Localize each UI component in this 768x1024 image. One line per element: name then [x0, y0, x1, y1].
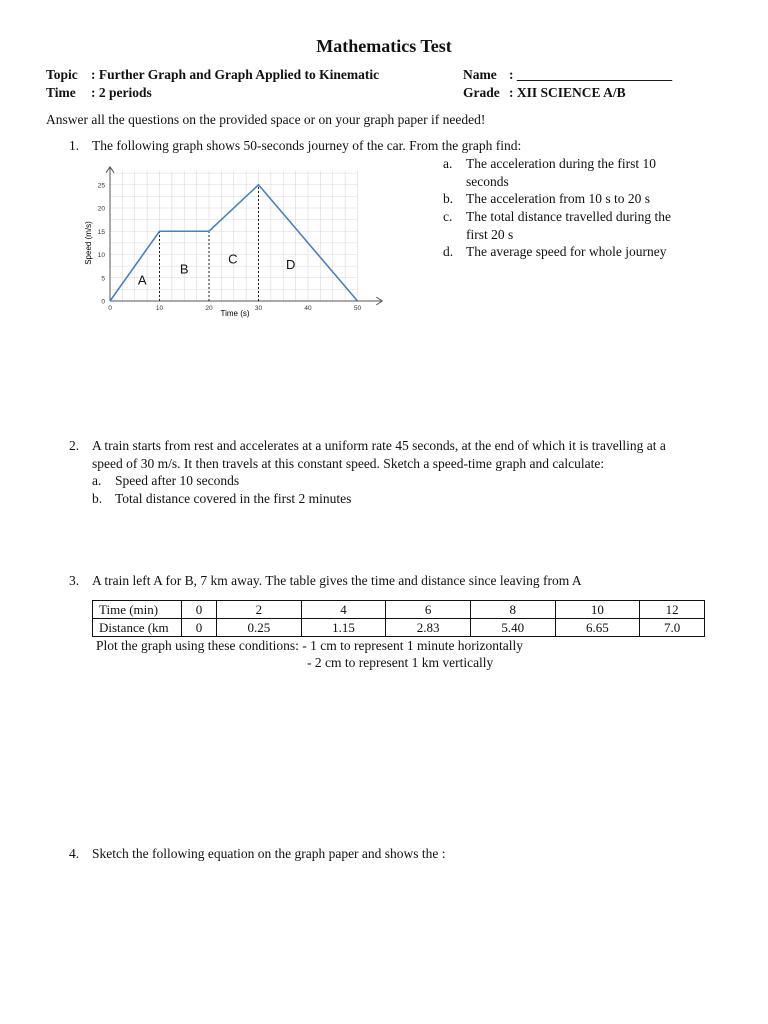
table-cell: 5.40	[470, 619, 555, 637]
table-cell: 2.83	[386, 619, 471, 637]
x-tick-label: 10	[155, 305, 164, 312]
table-row-header: Distance (km	[93, 619, 182, 637]
region-label: B	[179, 261, 189, 277]
topic-label: Topic	[46, 67, 78, 82]
table-cell: 0.25	[217, 619, 302, 637]
q1-item-text-cont: first 20 s	[466, 227, 514, 242]
name-label: Name	[463, 67, 497, 82]
table-cell: 8	[470, 601, 555, 619]
x-tick-label: 50	[353, 305, 362, 312]
topic-value: : Further Graph and Graph Applied to Kinematic	[91, 67, 380, 82]
table-row-header: Time (min)	[93, 601, 182, 619]
y-tick-label: 0	[101, 298, 105, 306]
x-tick-label: 0	[108, 305, 112, 312]
table-cell: 10	[555, 601, 640, 619]
q3-text: A train left A for B, 7 km away. The table gives the time and distance since leaving from A	[92, 573, 582, 588]
table-cell: 1.15	[301, 619, 386, 637]
q2-item-label: b.	[92, 491, 103, 506]
q2-number: 2.	[69, 438, 80, 453]
q4-number: 4.	[69, 846, 80, 861]
table-row	[93, 601, 705, 619]
table-cell: 2	[217, 601, 302, 619]
y-tick-label: 10	[97, 252, 105, 259]
q1-item-text: The acceleration from 10 s to 20 s	[466, 191, 651, 206]
q3-number: 3.	[69, 573, 80, 588]
q2-text-line1: A train starts from rest and accelerates at a uniform rate 45 seconds, at the end of which it is travelling at a	[92, 438, 666, 453]
q2-item-label: a.	[92, 473, 102, 488]
q1-item-label: c.	[443, 209, 453, 224]
chart-axes	[106, 167, 382, 305]
x-tick-label: 30	[254, 305, 263, 312]
chart-ticks	[98, 182, 362, 312]
q1-item-label: d.	[443, 244, 454, 259]
name-value: : _______________________	[509, 67, 673, 82]
q1-number: 1.	[69, 138, 80, 153]
region-label: A	[137, 272, 147, 288]
table-cell: 6	[386, 601, 471, 619]
region-label: C	[228, 251, 238, 267]
chart-x-label: Time (s)	[220, 309, 250, 318]
table-cell: 0	[182, 601, 217, 619]
q1-text: The following graph shows 50-seconds journey of the car. From the graph find:	[92, 138, 522, 153]
table-cell: 4	[301, 601, 386, 619]
table-row	[93, 619, 705, 637]
q2-item-text: Speed after 10 seconds	[115, 473, 240, 488]
x-tick-label: 40	[304, 305, 312, 312]
table-cell: 6.65	[555, 619, 640, 637]
page-title: Mathematics Test	[316, 36, 452, 56]
q1-item-text: The total distance travelled during the	[466, 209, 672, 224]
y-tick-label: 15	[97, 228, 105, 236]
grade-value: : XII SCIENCE A/B	[509, 85, 626, 100]
q3-condition-2: - 2 cm to represent 1 km vertically	[307, 655, 494, 670]
q2-text-line2: speed of 30 m/s. It then travels at this constant speed. Sketch a speed-time graph and calculate:	[92, 456, 605, 471]
q2-item-text: Total distance covered in the first 2 minutes	[115, 491, 352, 506]
y-tick-label: 20	[97, 205, 105, 213]
q1-item-label: a.	[443, 156, 453, 171]
y-tick-label: 5	[101, 275, 105, 283]
y-tick-label: 25	[97, 182, 105, 190]
time-label: Time	[46, 85, 76, 100]
table-cell: 0	[182, 619, 217, 637]
grade-label: Grade	[463, 85, 500, 100]
time-distance-table	[92, 600, 705, 637]
speed-time-chart	[80, 155, 390, 325]
q1-item-text: The average speed for whole journey	[466, 244, 667, 259]
chart-y-label: Speed (m/s)	[84, 221, 93, 265]
q4-text: Sketch the following equation on the graph paper and shows the :	[92, 846, 446, 861]
time-value: : 2 periods	[91, 85, 152, 100]
x-tick-label: 20	[205, 305, 213, 312]
instructions: Answer all the questions on the provided space or on your graph paper if needed!	[46, 112, 486, 127]
table-cell: 7.0	[640, 619, 705, 637]
q1-item-label: b.	[443, 191, 454, 206]
chart-grid	[110, 171, 358, 301]
q1-item-text-cont: seconds	[466, 174, 509, 189]
q1-item-text: The acceleration during the first 10	[466, 156, 657, 171]
table-cell: 12	[640, 601, 705, 619]
region-label: D	[285, 256, 296, 272]
q3-condition-1: Plot the graph using these conditions: - 1 cm to represent 1 minute horizontally	[96, 638, 524, 653]
